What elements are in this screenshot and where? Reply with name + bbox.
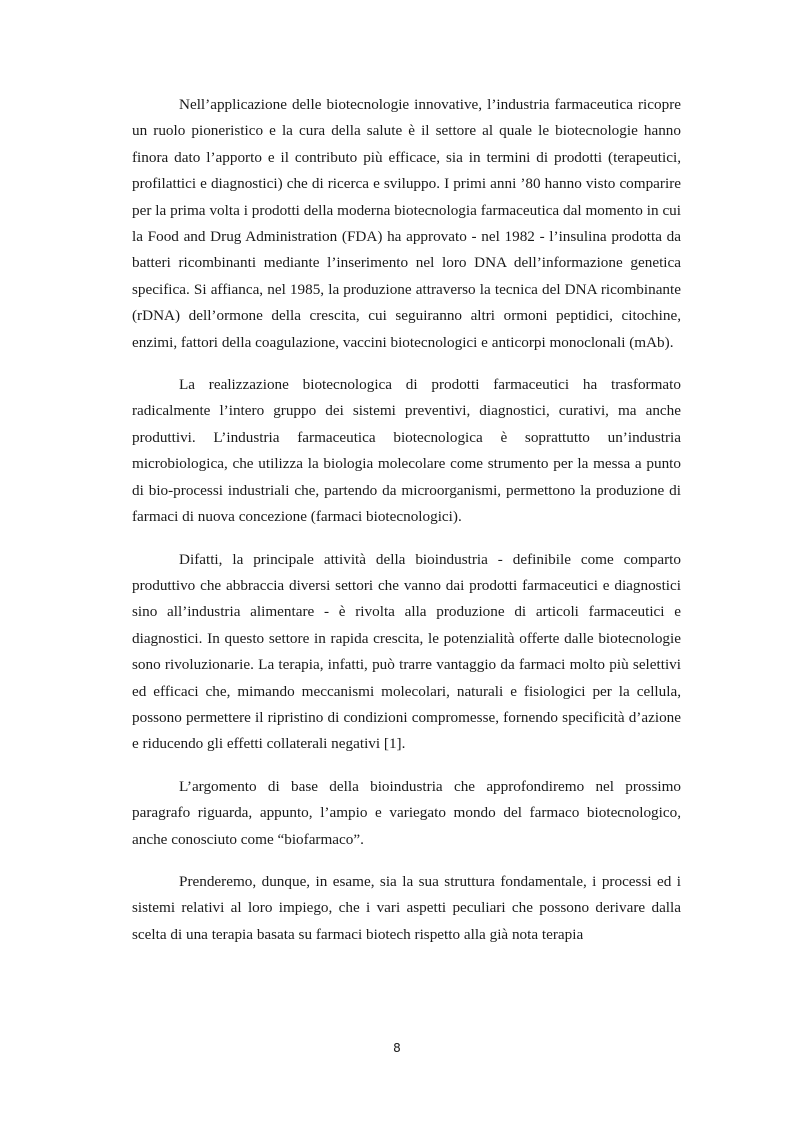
paragraph-4: L’argomento di base della bioindustria che approfondiremo nel prossimo paragrafo riguarda, appunto, l’ampio e variegato mondo del farmaco biotecnologico, anche conosciuto come “biofarmaco”. [132, 777, 681, 848]
body-text [132, 92, 681, 964]
paragraph-3: Difatti, la principale attività della bioindustria - definibile come comparto produttivo che abbraccia diversi settori che vanno dai prodotti farmaceutici e diagnostici sino all’industria alimentare - è rivolta alla produzione di articoli farmaceutici e diagnostici. In questo settore in rapida crescita, le potenzialità offerte dalle biotecnologie sono rivoluzionarie. La terapia, infatti, può trarre vantaggio da farmaci molto più selettivi ed efficaci che, mimando meccanismi molecolari, naturali e fisiologici per la cellula, possono permettere il ripristino di condizioni compromesse, fornendo specificità d’azione e riducendo gli effetti collaterali negativi [1]. [132, 550, 681, 753]
paragraph-1: Nell’applicazione delle biotecnologie innovative, l’industria farmaceutica ricopre un ruolo pioneristico e la cura della salute è il settore al quale le biotecnologie hanno finora dato l’apporto e il contributo più efficace, sia in termini di prodotti (terapeutici, profilattici e diagnostici) che di ricerca e sviluppo. I primi anni ’80 hanno visto comparire per la prima volta i prodotti della moderna biotecnologia farmaceutica dal momento in cui la Food and Drug Administration (FDA) ha approvato - nel 1982 - l’insulina prodotta da batteri ricombinanti mediante l’inserimento nel loro DNA dell’informazione genetica specifica. Si affianca, nel 1985, la produzione attraverso la tecnica del DNA ricombinante (rDNA) dell’ormone della crescita, cui seguiranno altri ormoni peptidici, citochine, enzimi, fattori della coagulazione, vaccini biotecnologici e anticorpi monoclonali (mAb). [132, 96, 681, 351]
paragraph-5: Prenderemo, dunque, in esame, sia la sua struttura fondamentale, i processi ed i sistemi relativi al loro impiego, che i vari aspetti peculiari che possono derivare dalla scelta di una terapia basata su farmaci biotech rispetto alla già nota terapia [132, 872, 681, 943]
page-number: 8 [393, 1041, 401, 1055]
paragraph-2: La realizzazione biotecnologica di prodotti farmaceutici ha trasformato radicalmente l’intero gruppo dei sistemi preventivi, diagnostici, curativi, ma anche produttivi. L’industria farmaceutica biotecnologica è soprattutto un’industria microbiologica, che utilizza la biologia molecolare come strumento per la messa a punto di bio-processi industriali che, partendo da microorganismi, permettono la produzione di farmaci di nuova concezione (farmaci biotecnologici). [132, 376, 681, 526]
